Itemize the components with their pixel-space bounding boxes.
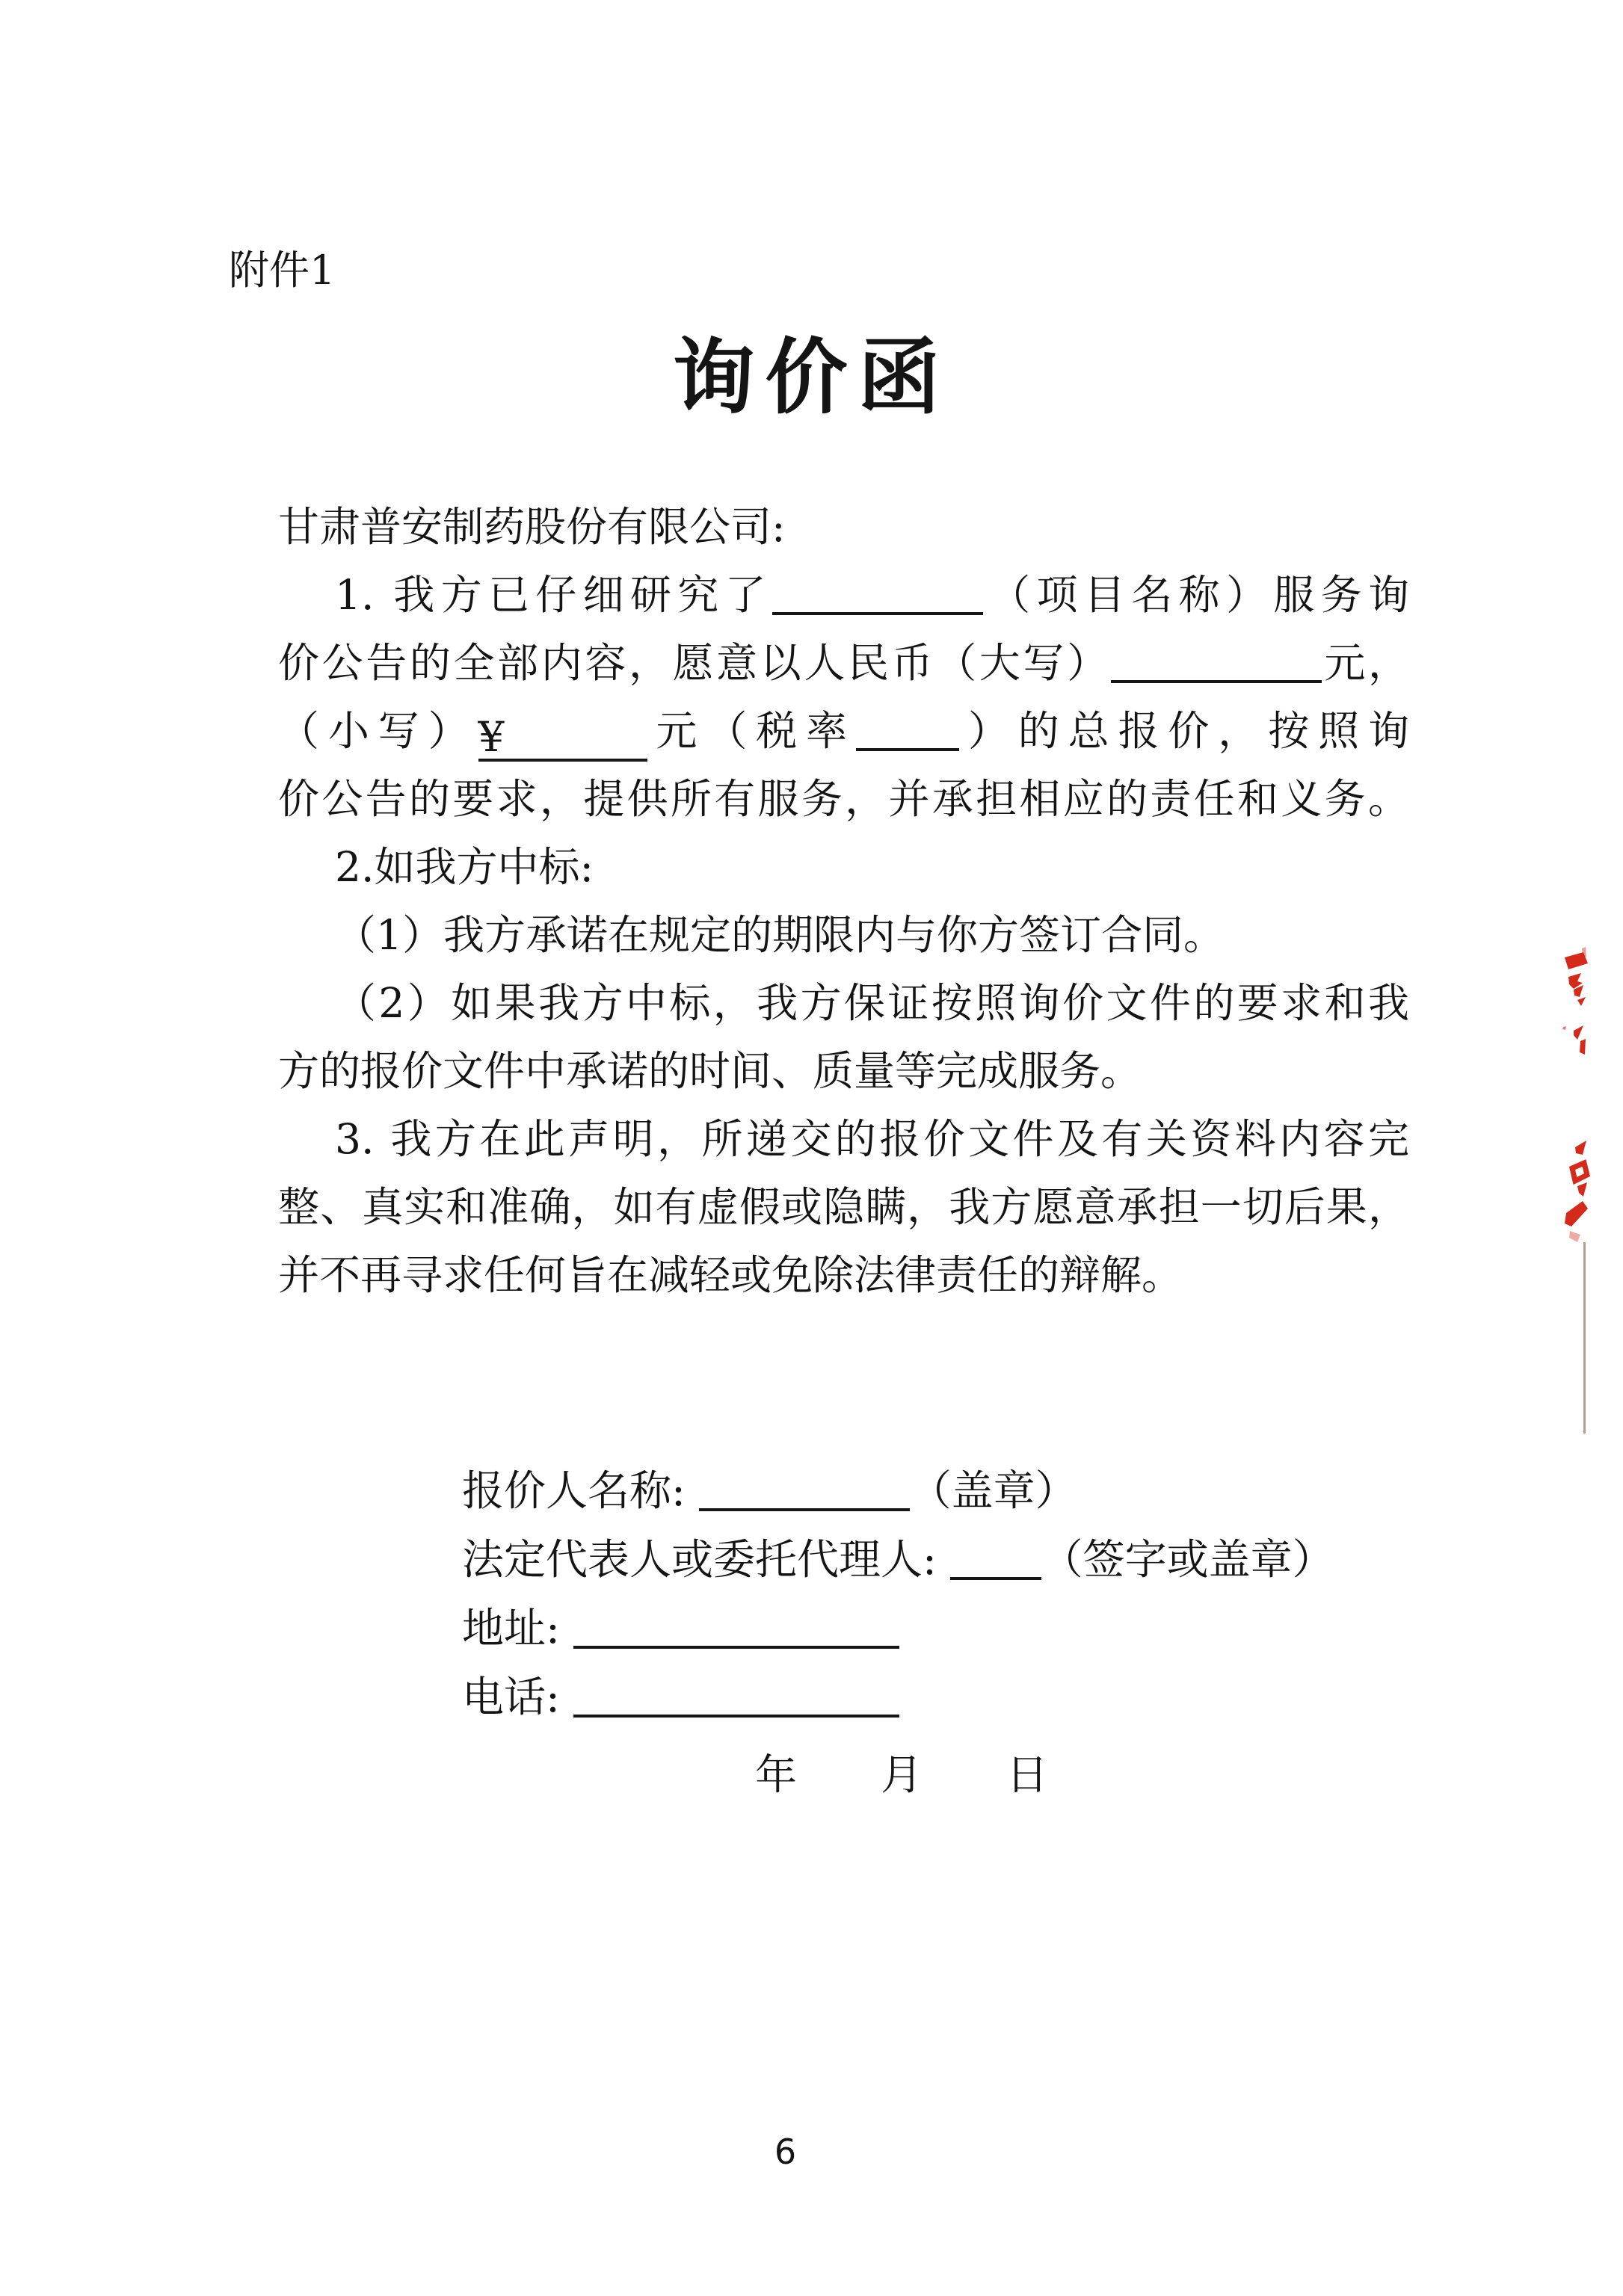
document-title: 询价函 xyxy=(672,329,951,425)
text-run: 地址: xyxy=(462,1605,573,1653)
text-run: 方的报价文件中承诺的时间、质量等完成服务。 xyxy=(278,1047,1142,1095)
address-line xyxy=(462,1595,1434,1664)
phone-line xyxy=(462,1664,1434,1732)
blank-field xyxy=(1111,635,1322,683)
text-run: （项目名称）服务询 xyxy=(982,571,1409,619)
text-run: 整、真实和准确，如有虚假或隐瞒，我方愿意承担一切后果， xyxy=(278,1183,1409,1231)
text-run: 并不再寻求任何旨在减轻或免除法律责任的辩解。 xyxy=(278,1251,1183,1299)
blank-field xyxy=(573,1601,899,1649)
date-field-year: 年 xyxy=(755,1751,797,1800)
paging-seal-fragment-top xyxy=(1540,942,1623,1091)
paging-seal-fragment-bottom xyxy=(1540,1114,1623,1286)
attachment-label: 附件1 xyxy=(229,247,336,294)
blank-field xyxy=(772,567,983,615)
blank-field xyxy=(856,703,959,751)
text-run: 1. 我方已仔细研究了 xyxy=(335,571,772,619)
document-line xyxy=(278,697,1409,765)
text-run: ）的总报价，按照询 xyxy=(958,707,1409,755)
text-run: 报价人名称: xyxy=(462,1467,699,1516)
text-run: 2.如我方中标: xyxy=(335,843,594,891)
date-field-month: 月 xyxy=(881,1751,923,1800)
body-lines xyxy=(278,493,1409,1309)
legal-representative-line xyxy=(462,1526,1434,1595)
text-run: 价公告的全部内容，愿意以人民币（大写） xyxy=(278,639,1111,687)
document-line xyxy=(278,969,1409,1037)
blank-field: ¥ xyxy=(478,714,647,762)
document-line xyxy=(278,629,1409,697)
bidder-name-line xyxy=(462,1457,1434,1526)
text-run: 3. 我方在此声明，所递交的报价文件及有关资料内容完 xyxy=(335,1115,1409,1163)
document-line xyxy=(278,561,1409,629)
page-number: 6 xyxy=(774,2132,797,2172)
seal-edge-line xyxy=(1583,1242,1586,1434)
document-line xyxy=(278,1241,1409,1309)
recipient-line xyxy=(278,493,1409,561)
date-field-day: 日 xyxy=(1006,1751,1048,1800)
blank-field xyxy=(573,1670,899,1718)
text-run: 价公告的要求，提供所有服务，并承担相应的责任和义务。 xyxy=(278,775,1409,823)
text-run: （盖章） xyxy=(909,1467,1077,1516)
document-line xyxy=(278,901,1409,969)
document-line xyxy=(278,1105,1409,1173)
text-run: （2）如果我方中标，我方保证按照询价文件的要求和我 xyxy=(335,979,1409,1027)
text-run: （签字或盖章） xyxy=(1041,1536,1334,1584)
document-line xyxy=(278,765,1409,833)
document-line xyxy=(278,1037,1409,1105)
text-run: （1）我方承诺在规定的期限内与你方签订合同。 xyxy=(335,911,1225,959)
blank-field xyxy=(699,1463,910,1511)
signature-lines xyxy=(462,1457,1434,1732)
document-line xyxy=(278,833,1409,901)
text-run: 甘肃普安制药股份有限公司: xyxy=(278,503,786,551)
text-run: 法定代表人或委托代理人: xyxy=(462,1536,950,1584)
date-line xyxy=(462,1741,1132,1810)
text-run: （小写） xyxy=(278,707,478,755)
blank-field xyxy=(950,1532,1041,1580)
text-run: 元（税率 xyxy=(647,707,856,755)
document-line xyxy=(278,1173,1409,1241)
text-run: 元， xyxy=(1321,639,1409,687)
text-run: 电话: xyxy=(462,1673,573,1722)
